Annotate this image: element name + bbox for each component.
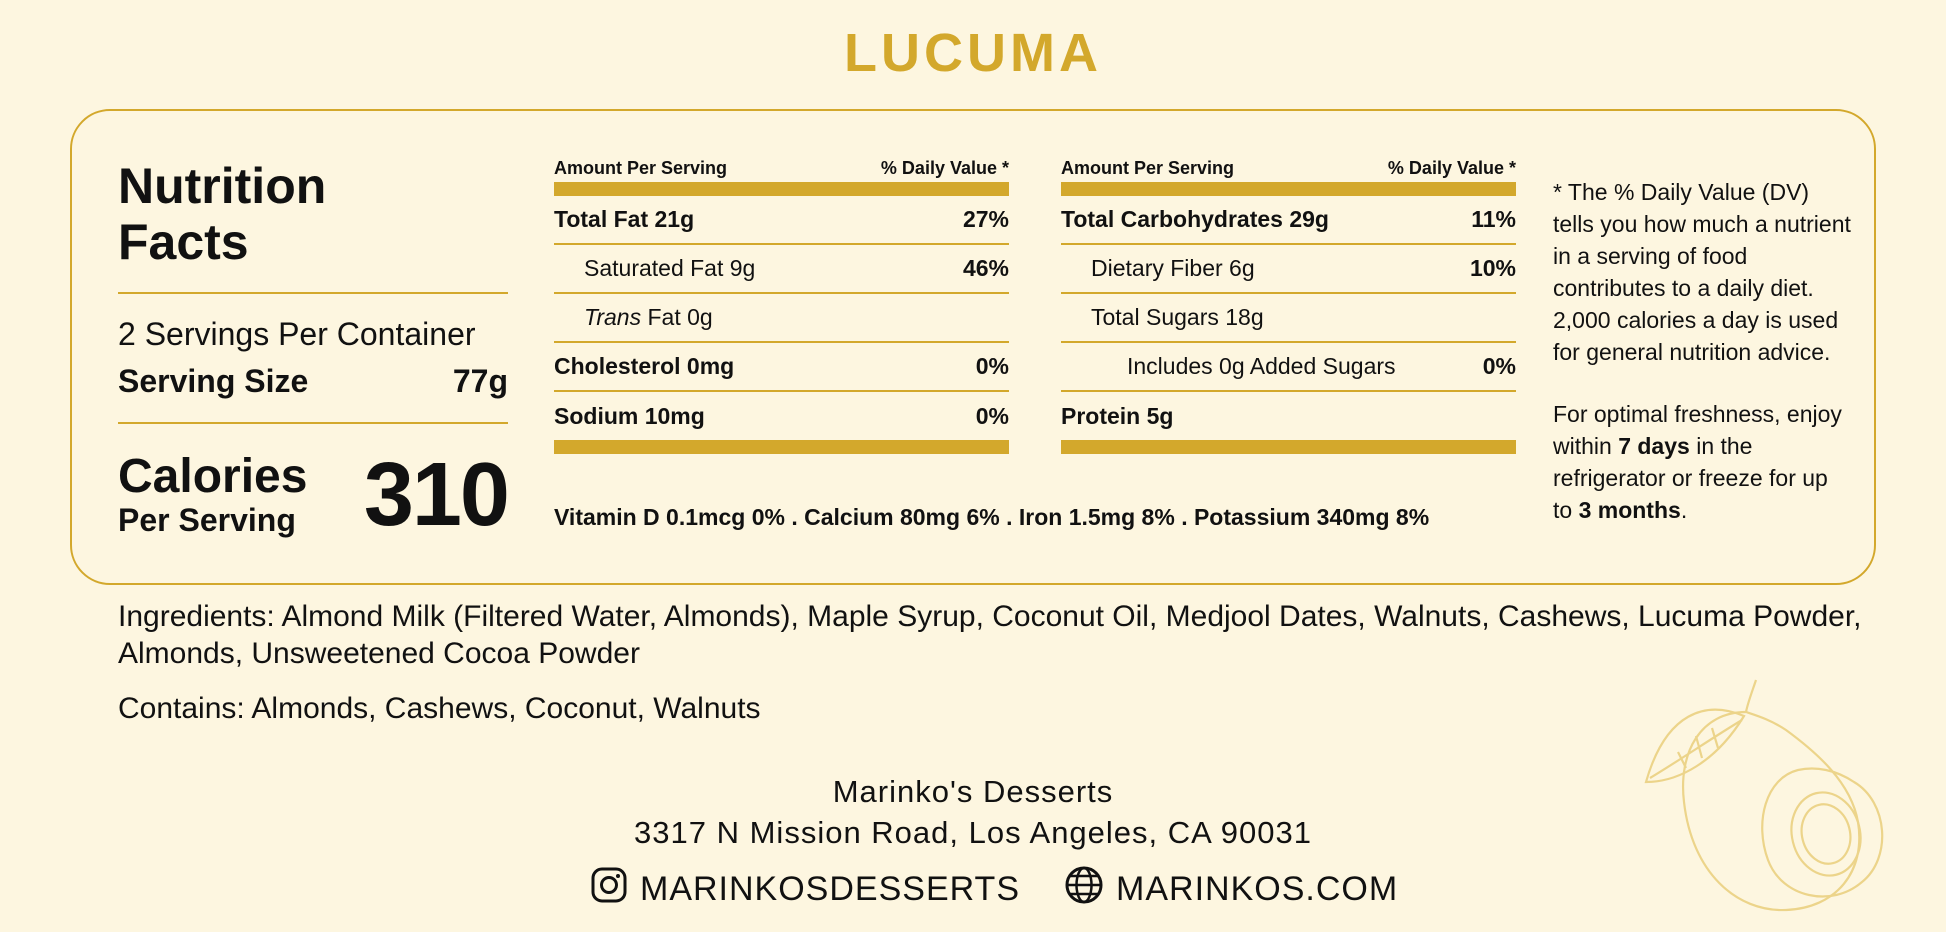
freshness-months: 3 months [1578,497,1681,523]
thick-rule [1061,440,1516,454]
nutrition-facts-column [118,158,508,547]
calories-label: Calories [118,450,308,503]
nutrient-label: Total Carbohydrates 29g [1061,206,1329,232]
amount-per-serving-header: Amount Per Serving [1061,158,1235,178]
amount-per-serving-header: Amount Per Serving [554,158,728,178]
freshness-text: in the refrigerator or freeze for up to [1553,433,1828,523]
daily-value-header: % Daily Value * [880,158,1009,178]
vitamins-line: Vitamin D 0.1mcg 0% . Calcium 80mg 6% . Iron 1.5mg 8% . Potassium 340mg 8% [554,504,1430,530]
nutrient-row [1061,196,1516,245]
website-link[interactable] [1064,865,1398,914]
globe-icon [1064,865,1116,914]
nutrient-row [554,294,1009,343]
calories-value: 310 [363,445,508,545]
divider [118,292,508,294]
nutrition-heading-line1: Nutrition [118,158,327,214]
serving-size-row [118,363,508,400]
daily-value-note [1553,176,1853,556]
divider [118,422,508,424]
nutrition-heading-line2: Facts [118,214,249,270]
nutrient-row [554,343,1009,392]
nutrient-row [1061,343,1516,392]
allergens: Contains: Almonds, Cashews, Coconut, Walnuts [118,692,761,725]
nutrient-dv: 11% [1471,206,1516,232]
table-header [554,158,1009,182]
nutrient-dv: 0% [1482,353,1516,379]
freshness-text: . [1680,497,1688,523]
nutrient-row [1061,245,1516,294]
nutrient-label: Saturated Fat 9g [584,255,756,281]
freshness-days: 7 days [1618,433,1690,459]
nutrient-dv: 27% [962,206,1009,232]
nutrient-table-right [1061,158,1516,454]
company-address: 3317 N Mission Road, Los Angeles, CA 90031 [634,815,1312,850]
thick-rule [1061,182,1516,196]
nutrient-label: Sodium 10mg [554,402,705,429]
table-header [1061,158,1516,182]
nutrient-dv: 0% [975,402,1009,429]
nutrient-row [554,245,1009,294]
nutrient-dv: 10% [1469,255,1516,281]
nutrient-label: Total Sugars 18g [1091,304,1264,330]
website-url: MARINKOS.COM [1116,870,1399,908]
product-title: LUCUMA [844,23,1102,83]
instagram-icon [590,866,640,913]
nutrition-heading [118,158,508,270]
nutrient-label: Includes 0g Added Sugars [1127,353,1396,379]
nutrient-row [1061,392,1516,440]
nutrient-label: Protein 5g [1061,402,1174,429]
serving-size-label: Serving Size [118,363,309,399]
thick-rule [554,182,1009,196]
calories-sub: Per Serving [118,502,296,538]
instagram-handle: MARINKOSDESSERTS [640,870,1021,908]
instagram-link[interactable] [590,866,1020,913]
serving-size-value: 77g [452,363,508,399]
lucuma-fruit-illustration [1636,672,1906,932]
nutrient-label: Cholesterol 0mg [554,353,735,379]
freshness-text: For optimal freshness, enjoy within [1553,401,1842,459]
social-links [590,865,1442,914]
ingredients: Ingredients: Almond Milk (Filtered Water, Almonds), Maple Syrup, Coconut Oil, Medjool Dates, Walnuts, Cashews, Lucuma Powder, Almonds, Unsweetened Cocoa Powder [118,600,1862,670]
dv-explanation: * The % Daily Value (DV) tells you how much a nutrient in a serving of food contributes to a daily diet. 2,000 calories a day is used for general nutrition advice. [1553,179,1851,365]
company-name: Marinko's Desserts [832,774,1114,809]
nutrient-label: Total Fat 21g [554,206,695,232]
nutrient-dv: 46% [962,255,1009,281]
trans-rest: Fat 0g [641,304,713,330]
calories-row [118,444,508,547]
nutrient-label: Dietary Fiber 6g [1091,255,1255,281]
freshness-note [1553,398,1853,526]
trans-italic: Trans [584,304,642,330]
nutrient-table-left [554,158,1009,454]
nutrient-dv: 0% [975,353,1009,379]
nutrient-row [554,392,1009,440]
servings-per-container: 2 Servings Per Container [118,316,476,352]
thick-rule [554,440,1009,454]
nutrient-row [554,196,1009,245]
nutrient-row [1061,294,1516,343]
nutrient-label [554,304,713,331]
daily-value-header: % Daily Value * [1387,158,1516,178]
